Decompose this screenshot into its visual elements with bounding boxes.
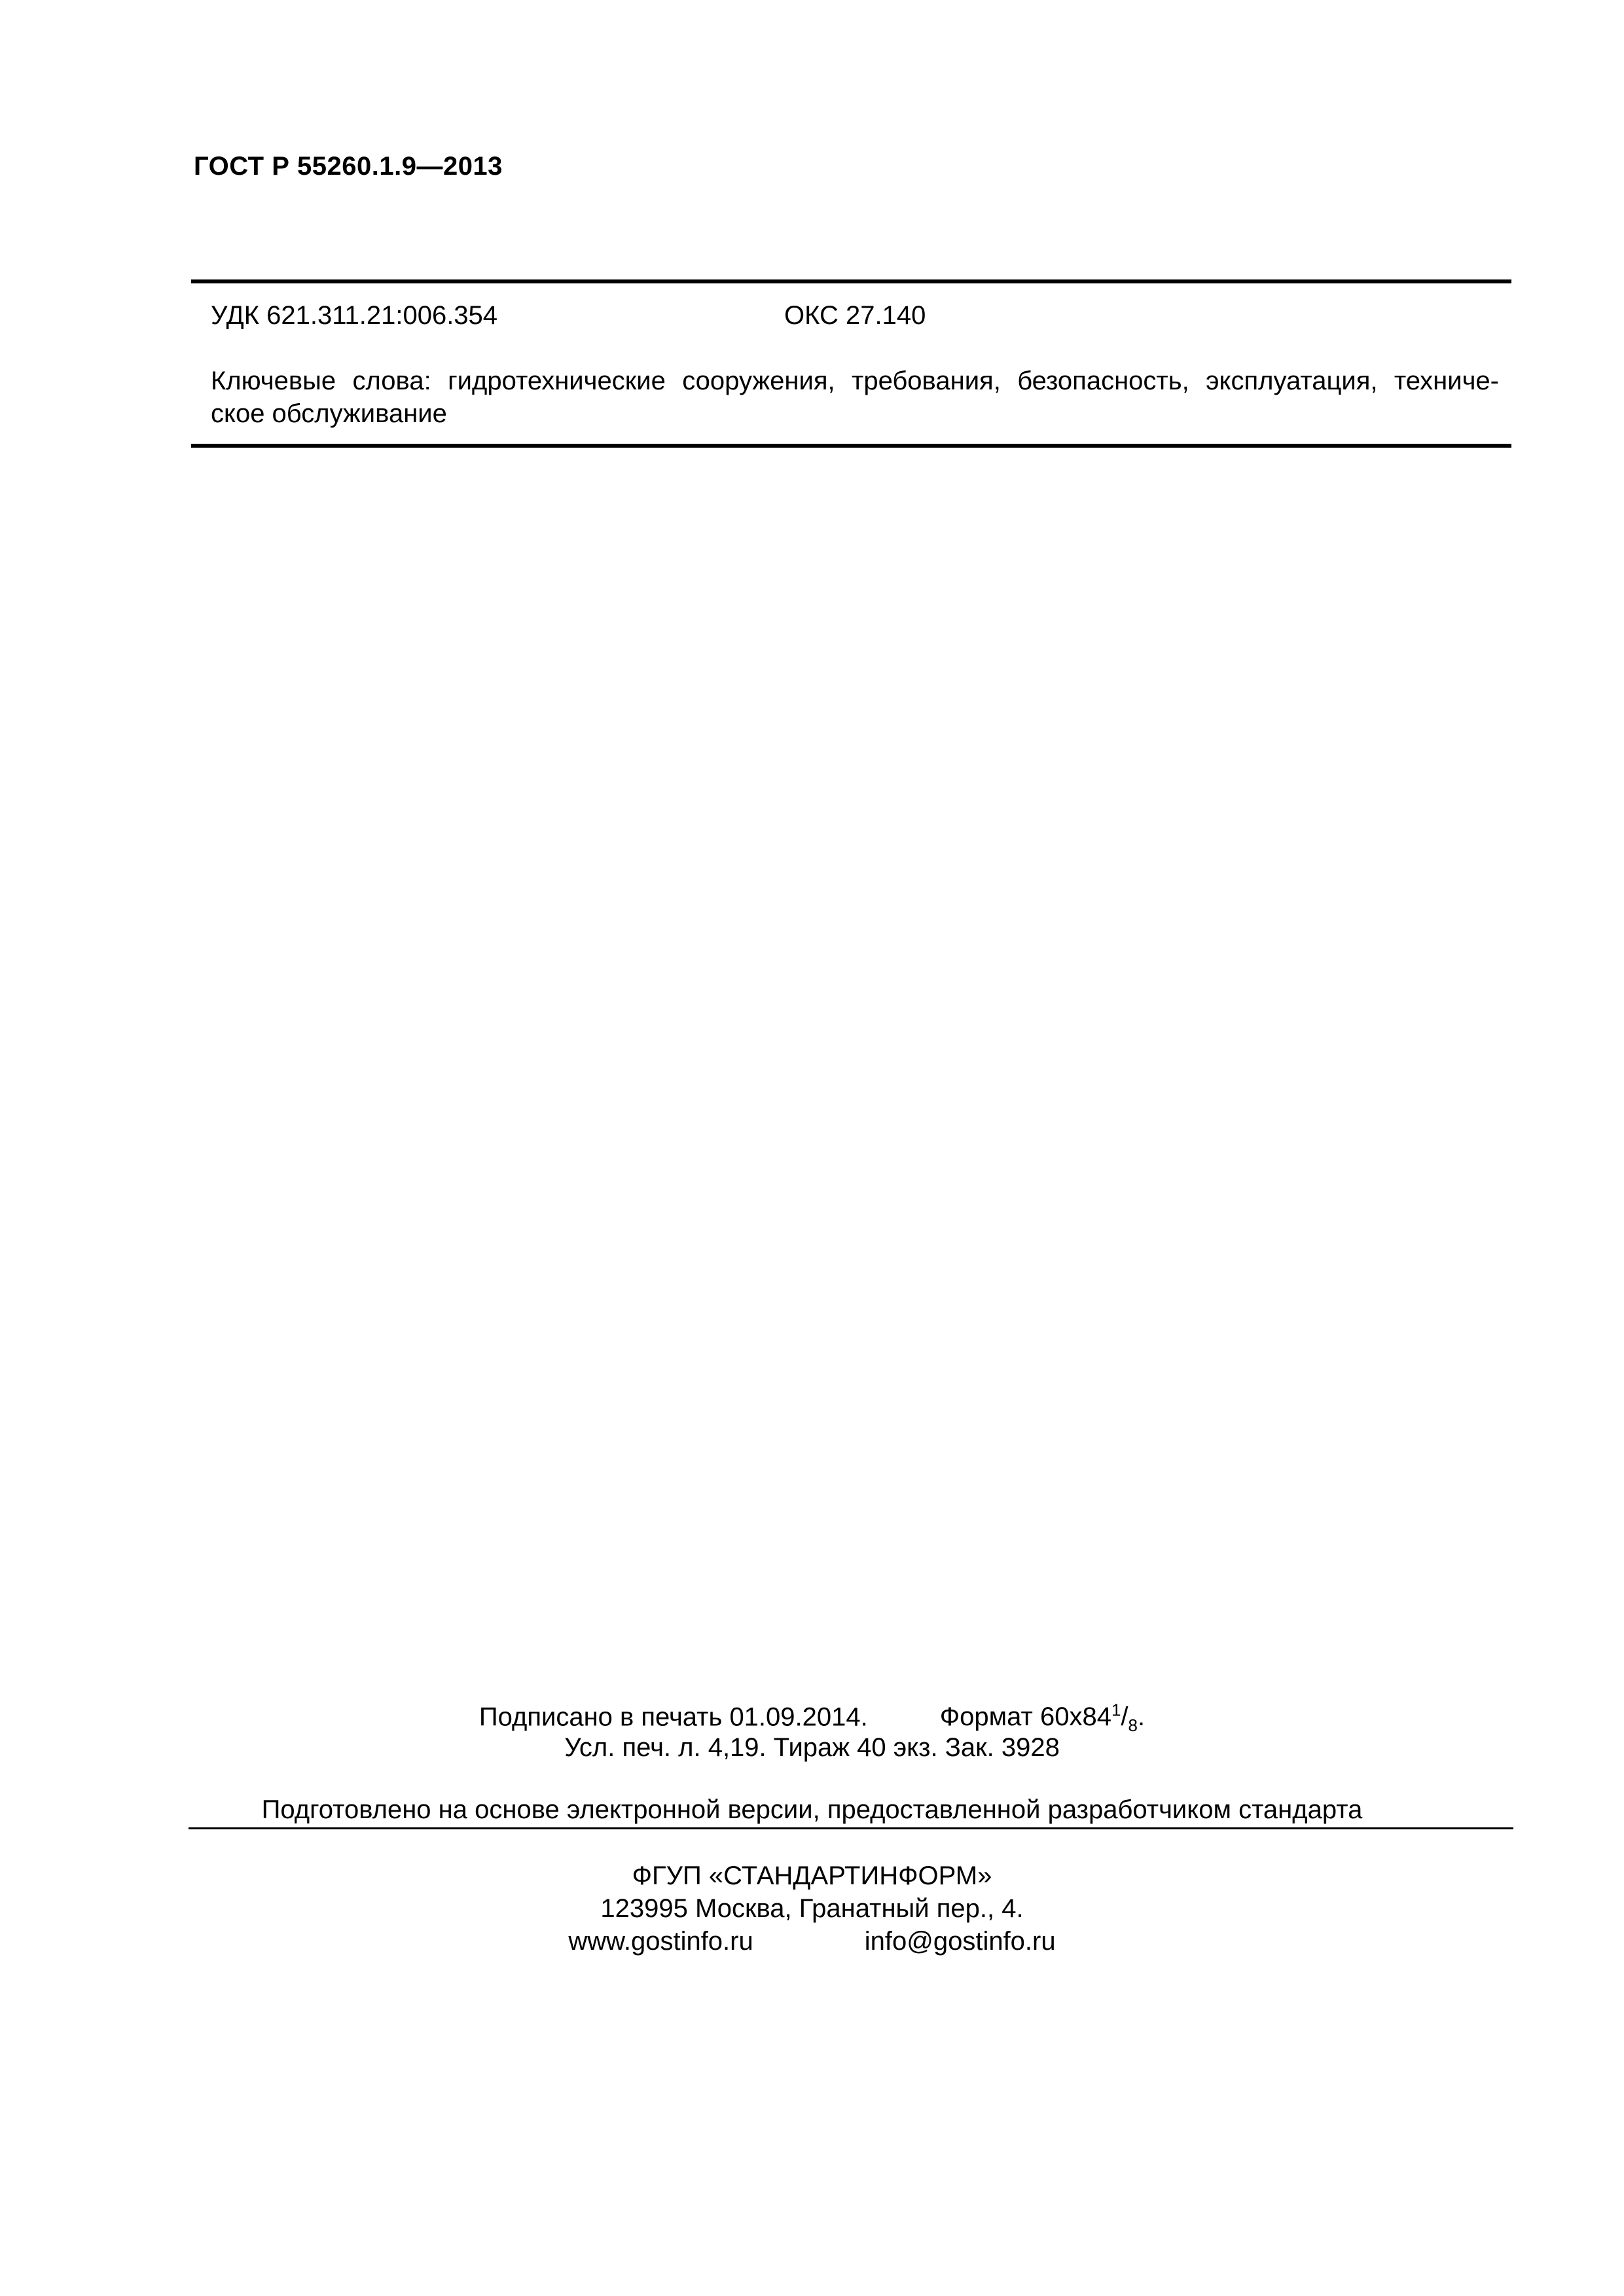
- imprint-rule: [189, 1827, 1513, 1829]
- format-slash: /: [1121, 1702, 1128, 1732]
- udc-code: УДК 621.311.21:006.354: [211, 301, 498, 330]
- publisher-contacts: [0, 1927, 1624, 1956]
- signed-date: Подписано в печать 01.09.2014.: [478, 1702, 868, 1732]
- publisher-email-link[interactable]: info@gostinfo.ru: [864, 1927, 1056, 1956]
- prepared-note: Подготовлено на основе электронной версии, предоставленной разработчиком стандарта: [261, 1795, 1363, 1824]
- format-numerator: 1: [1111, 1700, 1121, 1720]
- document-code: ГОСТ Р 55260.1.9—2013: [194, 152, 503, 181]
- format-suffix: .: [1138, 1702, 1146, 1732]
- publisher-name: ФГУП «СТАНДАРТИНФОРМ»: [632, 1861, 992, 1890]
- keywords-line-2: ское обслуживание: [211, 399, 447, 428]
- bottom-rule: [191, 444, 1511, 448]
- format-denominator: 8: [1128, 1715, 1138, 1736]
- publisher-website-link[interactable]: www.gostinfo.ru: [568, 1927, 753, 1956]
- keywords-block: [211, 365, 1499, 430]
- imprint-print-details: Усл. печ. л. 4,19. Тираж 40 экз. Зак. 3928: [564, 1733, 1060, 1762]
- imprint-signed-format: [0, 1700, 1624, 1736]
- format-prefix: Формат 60x84: [939, 1702, 1111, 1732]
- keywords-line-1: Ключевые слова: гидротехнические сооружения, требования, безопасность, эксплуатация, техниче-: [211, 367, 1499, 395]
- top-rule: [191, 279, 1511, 283]
- oks-code: ОКС 27.140: [784, 301, 926, 330]
- publisher-address: 123995 Москва, Гранатный пер., 4.: [600, 1894, 1024, 1923]
- paper-format: [939, 1700, 1146, 1736]
